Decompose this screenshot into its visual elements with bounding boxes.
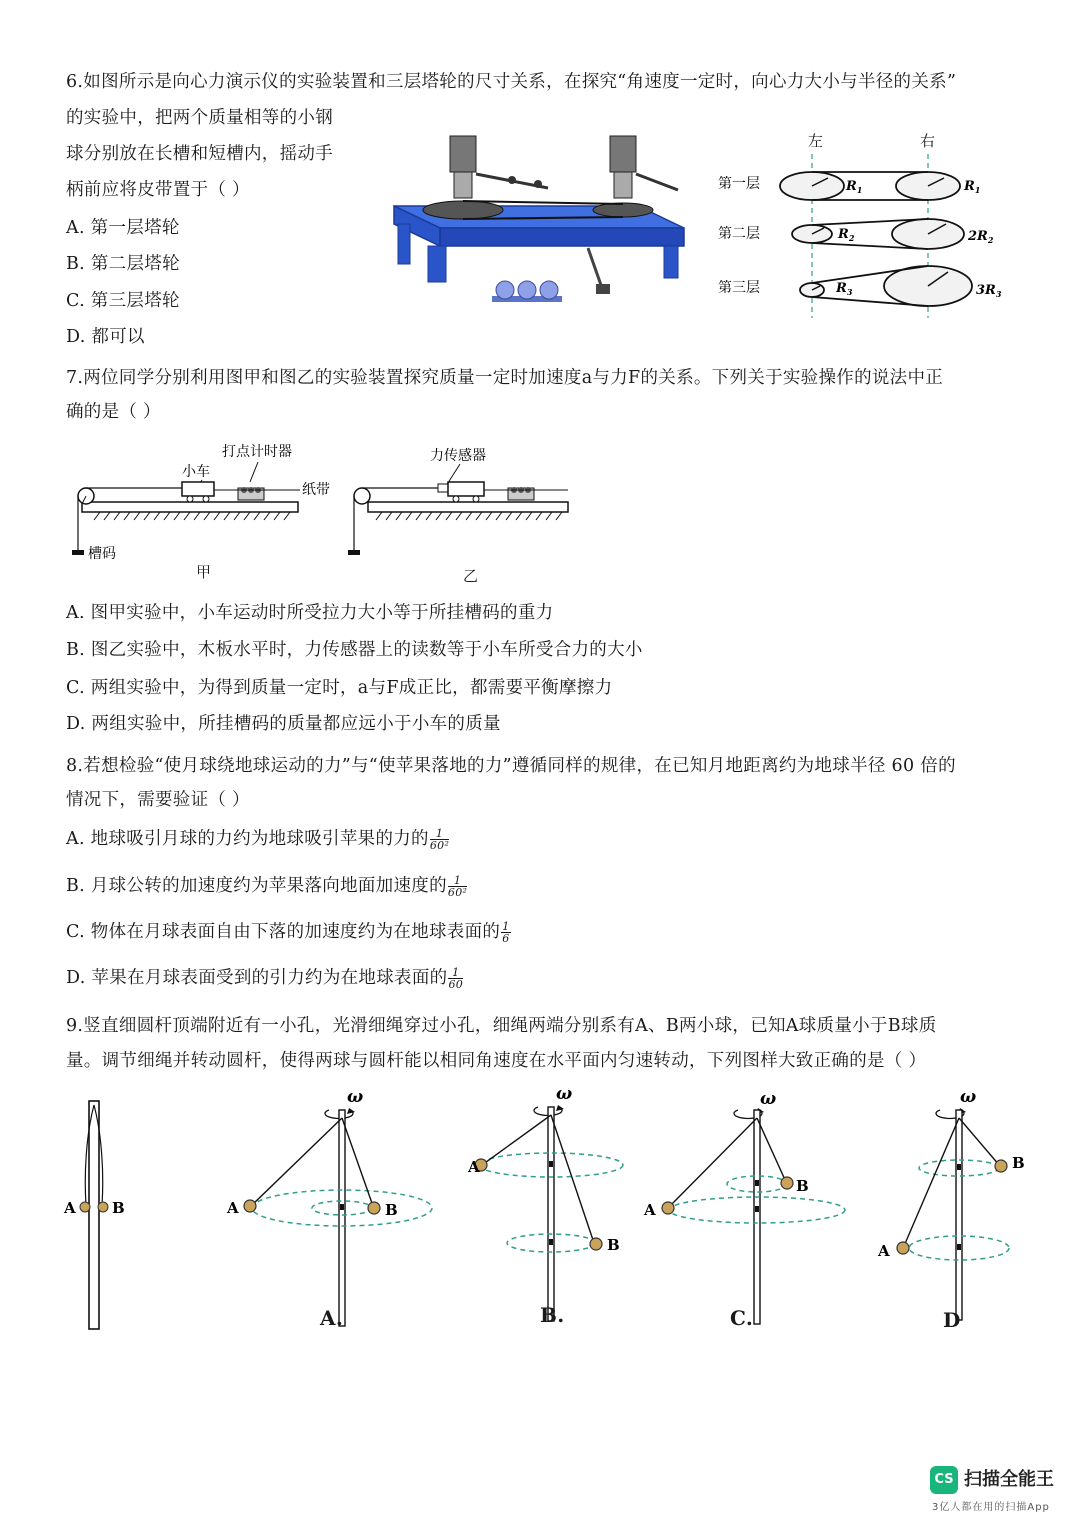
q9-choice-c-label: C. (730, 1306, 754, 1330)
layer-3-left-radius: R (836, 281, 847, 296)
layer-3-right-sub: 3 (995, 289, 1002, 299)
q8-option-b-fraction: $\frac{1}{\text{60²}}$ (447, 874, 468, 899)
q9-option-c-figure (640, 1088, 850, 1328)
q8-option-b (66, 874, 467, 898)
layer-3-right-radius: 3R (976, 283, 996, 298)
q8-option-d-text: D. 苹果在月球表面受到的引力约为在地球表面的 (66, 968, 448, 988)
layer-1-left-radius: R (846, 179, 857, 194)
q9-option-d-figure (872, 1088, 1042, 1328)
omega-label-c: ω (760, 1089, 777, 1109)
centripetal-apparatus-illustration (388, 128, 688, 313)
layer-2-right-radius: 2R (968, 229, 988, 244)
ref-ball-a-label: A (64, 1199, 76, 1217)
q9-option-a-figure (225, 1088, 440, 1333)
layer-3-label: 第三层 (718, 280, 760, 296)
q6-stem-line3: 球分别放在长槽和短槽内，摇动手 (66, 144, 333, 164)
q9-stem-line1: 9.竖直细圆杆顶端附近有一小孔，光滑细绳穿过小孔，细绳两端分别系有A、B两小球，已知A球质量小于B球质 (66, 1016, 937, 1036)
q9-option-b-figure (468, 1085, 633, 1325)
q6-option-a: A. 第一层塔轮 (66, 218, 180, 238)
q7-option-b: B. 图乙实验中，木板水平时，力传感器上的读数等于小车所受合力的大小 (66, 640, 643, 660)
weight-label: 槽码 (88, 546, 116, 562)
option-d-ball-a-label: A (878, 1242, 890, 1260)
q6-stem-line1: 6.如图所示是向心力演示仪的实验装置和三层塔轮的尺寸关系，在探究“角速度一定时，向心力大小与半径的关系” (66, 72, 957, 92)
layer-2-left-sub: 2 (848, 233, 855, 243)
omega-label-d: ω (960, 1087, 977, 1107)
option-d-ball-b-label: B (1012, 1154, 1025, 1172)
option-a-ball-b-label: B (385, 1201, 398, 1219)
layer-1-right-radius: R (964, 179, 975, 194)
q8-option-b-text: B. 月球公转的加速度约为苹果落向地面加速度的 (66, 876, 447, 896)
option-b-ball-a-label: A (468, 1158, 480, 1176)
svg-text:R2 (837, 227, 855, 243)
q9-choice-d-label: D (943, 1308, 961, 1332)
option-c-ball-b-label: B (796, 1177, 809, 1195)
sensor-label: 力传感器 (430, 448, 486, 464)
layer-2-left-radius: R (838, 227, 849, 242)
q6-option-c: C. 第三层塔轮 (66, 291, 180, 311)
option-b-ball-b-label: B (607, 1236, 620, 1254)
tape-label: 纸带 (302, 482, 330, 498)
figure-a-caption: 甲 (196, 563, 212, 581)
svg-text:R3 (835, 281, 853, 297)
svg-text:R1 (963, 179, 980, 195)
figure-b-caption: 乙 (463, 567, 479, 585)
layer-1-left-sub: 1 (856, 185, 863, 195)
omega-label-b: ω (556, 1084, 573, 1104)
q7-option-d: D. 两组实验中，所挂槽码的质量都应远小于小车的质量 (66, 714, 501, 734)
option-a-ball-a-label: A (227, 1199, 239, 1217)
q7-stem-line2: 确的是（ ） (66, 402, 161, 422)
q8-option-c-fraction: $\frac{1}{6}$ (502, 920, 510, 945)
cart-label: 小车 (182, 464, 210, 480)
q8-stem-line1: 8.若想检验“使月球绕地球运动的力”与“使苹果落地的力”遵循同样的规律，在已知月地距离约为地球半径 60 倍的 (66, 756, 956, 776)
right-label: 右 (920, 132, 936, 150)
q8-option-c (66, 920, 511, 944)
camscanner-slogan: 3亿人都在用的扫描App (932, 1502, 1050, 1513)
q9-choice-a-label: A. (320, 1306, 344, 1330)
svg-text:3R3 (976, 283, 1002, 299)
layer-1-right-sub: 1 (974, 185, 981, 195)
layer-1-label: 第一层 (718, 176, 760, 192)
left-label: 左 (808, 132, 824, 150)
q8-stem-line2: 情况下，需要验证（ ） (66, 790, 250, 810)
q8-option-a (66, 827, 449, 851)
q6-option-b: B. 第二层塔轮 (66, 254, 180, 274)
q9-choice-b-label: B. (540, 1303, 565, 1327)
figure-b-apparatus (342, 438, 577, 583)
q7-stem-line1: 7.两位同学分别利用图甲和图乙的实验装置探究质量一定时加速度a与力F的关系。下列关于实验操作的说法中正 (66, 368, 944, 388)
q7-option-a: A. 图甲实验中，小车运动时所受拉力大小等于所挂槽码的重力 (66, 603, 554, 623)
q8-option-a-text: A. 地球吸引月球的力约为地球吸引苹果的力的 (66, 829, 429, 849)
q9-stem-line2: 量。调节细绳并转动圆杆，使得两球与圆杆能以相同角速度在水平面内匀速转动，下列图样大致正确的是（ ） (66, 1051, 927, 1071)
ref-ball-b-label: B (112, 1199, 125, 1217)
q6-option-d: D. 都可以 (66, 327, 145, 347)
svg-text:2R2 (967, 229, 994, 245)
figure-a-apparatus (70, 438, 330, 583)
camscanner-logo: CS (930, 1466, 958, 1494)
q7-option-c: C. 两组实验中，为得到质量一定时，a与F成正比，都需要平衡摩擦力 (66, 678, 613, 698)
timer-label: 打点计时器 (222, 444, 292, 460)
q8-option-d-fraction: $\frac{1}{60}$ (448, 966, 464, 991)
three-layer-pulley-diagram (712, 130, 1012, 320)
layer-2-right-sub: 2 (987, 235, 994, 245)
omega-label-a: ω (347, 1087, 364, 1107)
q6-stem-line2: 的实验中，把两个质量相等的小钢 (66, 108, 333, 128)
option-c-ball-a-label: A (644, 1201, 656, 1219)
svg-text:R1 (845, 179, 862, 195)
camscanner-app-name: 扫描全能王 (964, 1469, 1054, 1490)
q8-option-d (66, 966, 463, 990)
q8-option-a-fraction: $\frac{1}{\text{60²}}$ (429, 827, 450, 852)
layer-2-label: 第二层 (718, 226, 760, 242)
q8-option-c-text: C. 物体在月球表面自由下落的加速度约为在地球表面的 (66, 922, 501, 942)
q6-stem-line4: 柄前应将皮带置于（ ） (66, 180, 250, 200)
q9-reference-rod (58, 1095, 138, 1335)
layer-3-left-sub: 3 (846, 287, 853, 297)
